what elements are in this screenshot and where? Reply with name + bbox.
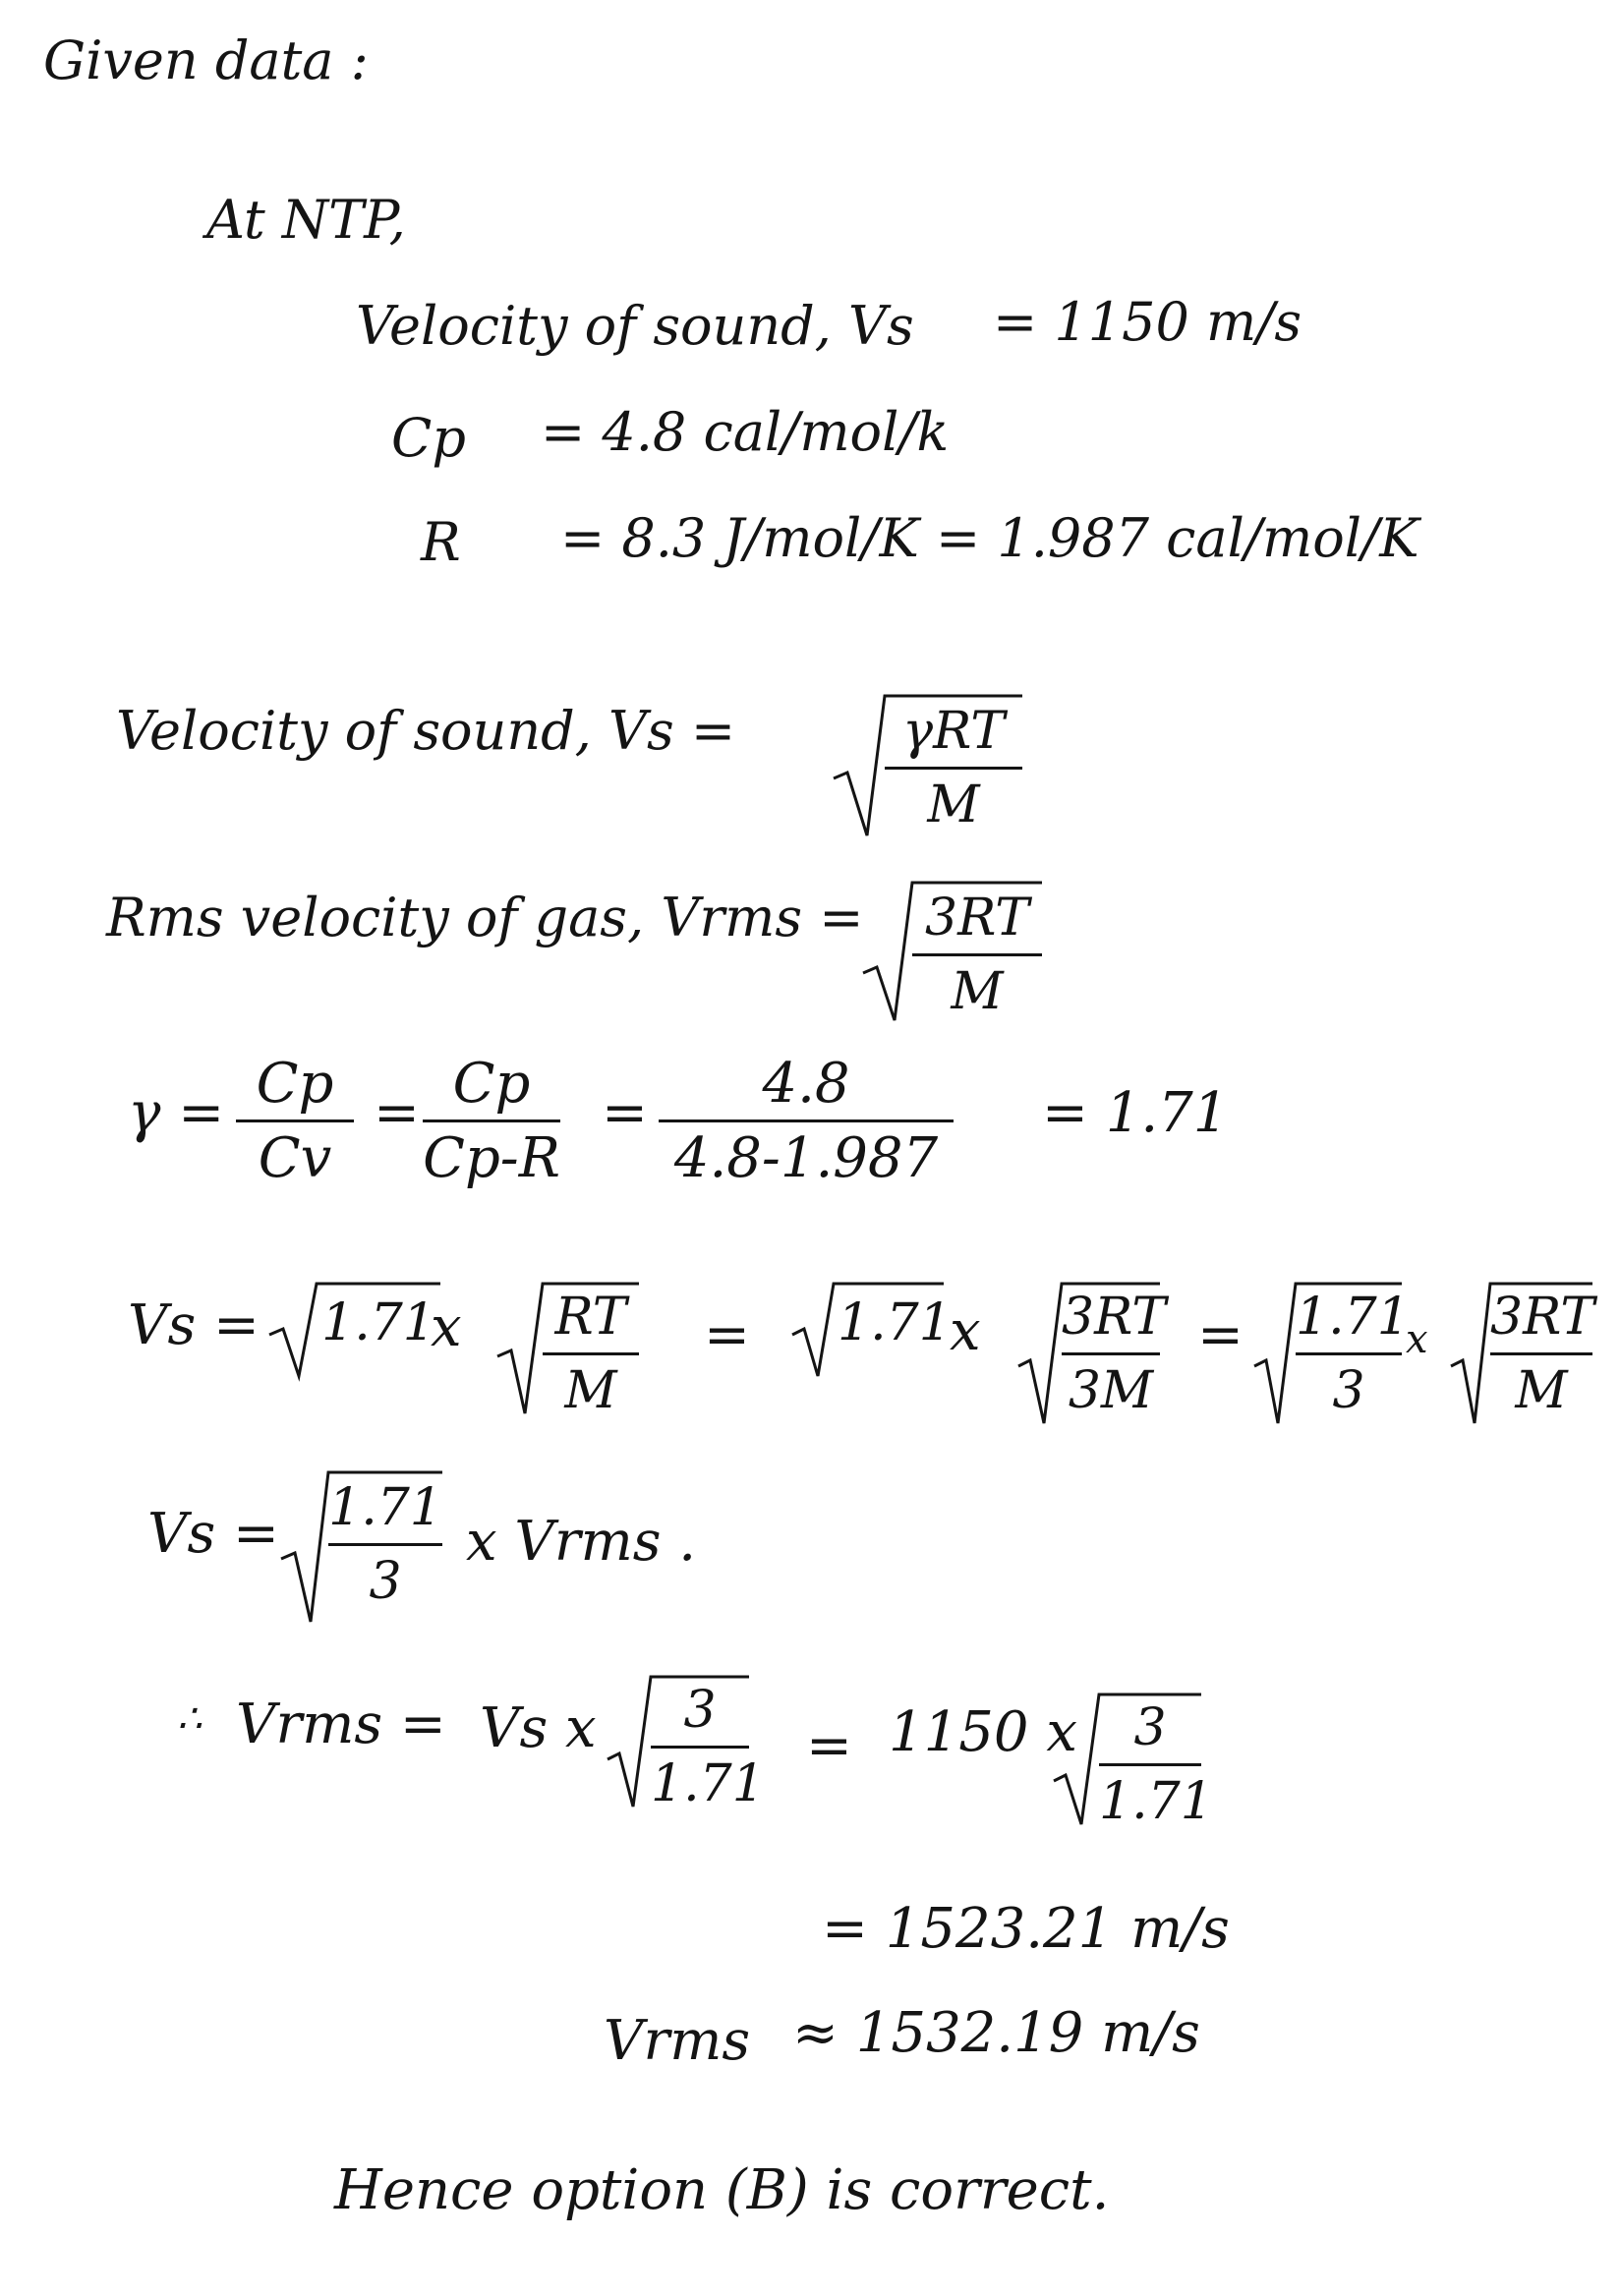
given-cp-value: = 4.8 cal/mol/k [541,401,950,463]
sound-formula-den: M [927,775,980,834]
vrms-solve-f2-den: 1.71 [1099,1772,1213,1831]
vs-expand-sqrt-1 [263,1276,440,1384]
vs-expand-times-3: x [1406,1317,1428,1362]
vs-expand-s6-den: M [1515,1361,1568,1420]
vs-rms-lhs: Vs = [147,1502,279,1566]
gamma-frac-2-num: Cp [452,1052,531,1116]
vs-expand-lhs: Vs = [128,1293,260,1357]
vs-expand-s4-num: 3RT [1062,1288,1167,1347]
vs-rms-sqrt [275,1464,442,1632]
rms-formula-label: Rms velocity of gas, Vrms = [106,887,864,948]
vs-expand-s4-den: 3M [1068,1361,1154,1420]
vs-expand-s5-den: 3 [1332,1361,1365,1420]
fraction-bar [328,1543,442,1546]
vrms-solve-f1-den: 1.71 [651,1754,765,1813]
given-vs-label: Velocity of sound, Vs [356,295,914,357]
gamma-eq-2: = [602,1081,648,1145]
vs-rms-den: 3 [369,1552,402,1611]
vrms-solve-eq: = [806,1714,852,1778]
vrms-solve-mid-2: 1150 x [889,1700,1077,1764]
sound-formula-sqrt [826,688,1022,845]
gamma-eq-1: = [374,1081,420,1145]
vs-expand-s2-num: RT [554,1288,627,1347]
vs-expand-sqrt-5 [1248,1276,1410,1433]
heading: Given data : [43,29,369,91]
result-1: = 1523.21 m/s [822,1897,1230,1961]
given-r-label: R [421,511,461,573]
vs-expand-eq-2: = [1197,1303,1244,1367]
vs-expand-times-2: x [950,1299,981,1363]
fraction-bar [912,953,1042,956]
fraction-bar [423,1119,560,1122]
vs-expand-sqrt-2 [492,1276,639,1423]
fraction-bar [543,1352,639,1355]
vs-rms-rhs: x Vrms . [466,1510,697,1574]
result-2-label: Vrms [604,2009,751,2073]
vrms-solve-sqrt-1 [602,1669,765,1816]
vs-expand-times-1: x [431,1295,462,1359]
vs-expand-s1: 1.71 [321,1293,435,1352]
gamma-frac-1-den: Cv [258,1126,332,1190]
gamma-frac-3 [659,1052,954,1190]
vs-expand-sqrt-4 [1012,1276,1167,1433]
rms-formula-sqrt [855,875,1042,1032]
rms-formula-num: 3RT [924,889,1029,947]
sound-formula-label: Velocity of sound, Vs = [116,700,736,762]
gamma-result: = 1.71 [1042,1081,1229,1145]
gamma-frac-1-num: Cp [256,1052,334,1116]
condition-ntp: At NTP, [206,189,406,251]
vs-rms-num: 1.71 [328,1478,442,1537]
given-cp-label: Cp [391,407,466,469]
given-vs-value: = 1150 m/s [993,291,1302,353]
vs-expand-eq: = [704,1303,750,1367]
gamma-lhs: γ = [128,1081,225,1145]
result-2: ≈ 1532.19 m/s [792,2001,1200,2065]
gamma-frac-3-den: 4.8-1.987 [673,1126,939,1190]
gamma-frac-1 [236,1052,354,1190]
vrms-solve-mid: Vs x [480,1696,597,1760]
therefore-symbol: ∴ [177,1696,202,1742]
fraction-bar [1099,1763,1201,1766]
vrms-solve-f1-num: 3 [683,1681,717,1740]
vs-expand-sqrt-3 [786,1276,952,1384]
given-r-value: = 8.3 J/mol/K = 1.987 cal/mol/K [560,507,1419,569]
fraction-bar [651,1746,749,1749]
vs-expand-s5-num: 1.71 [1296,1288,1410,1347]
vs-expand-s6-num: 3RT [1490,1288,1595,1347]
vrms-solve-lhs: Vrms = [236,1693,446,1756]
fraction-bar [1490,1352,1592,1355]
gamma-frac-2 [423,1052,560,1190]
fraction-bar [659,1119,954,1122]
fraction-bar [885,767,1022,770]
gamma-frac-2-den: Cp-R [423,1126,560,1190]
gamma-frac-3-num: 4.8 [762,1052,850,1116]
fraction-bar [236,1119,354,1122]
rms-formula-den: M [951,962,1004,1021]
vs-expand-s2-den: M [564,1361,617,1420]
vs-expand-sqrt-6 [1445,1276,1595,1433]
fraction-bar [1062,1352,1160,1355]
vrms-solve-f2-num: 3 [1133,1698,1167,1757]
sound-formula-num: γRT [902,702,1005,761]
conclusion: Hence option (B) is correct. [334,2158,1110,2222]
vs-expand-s3: 1.71 [838,1293,952,1352]
vrms-solve-sqrt-2 [1048,1687,1213,1834]
fraction-bar [1296,1352,1402,1355]
